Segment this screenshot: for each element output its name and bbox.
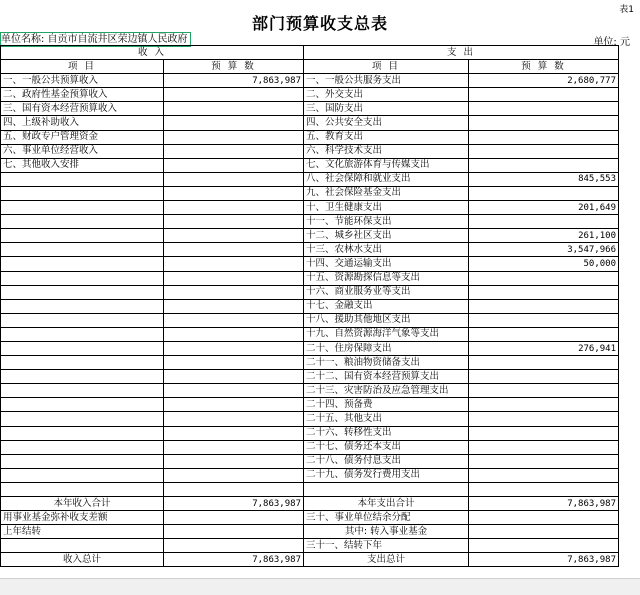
expense-amount-cell[interactable]	[469, 370, 619, 384]
income-amount-cell[interactable]	[164, 426, 304, 440]
income-amount-cell[interactable]	[164, 215, 304, 229]
expense-amount-cell[interactable]	[469, 525, 619, 539]
expense-item-cell[interactable]: 二十四、预备费	[304, 398, 469, 412]
table-row	[1, 88, 619, 102]
table-row	[1, 257, 619, 271]
table-row	[1, 525, 619, 539]
income-item-cell[interactable]	[1, 356, 164, 370]
expense-amount-cell[interactable]	[469, 468, 619, 482]
table-row	[1, 74, 619, 88]
expense-amount-cell[interactable]	[469, 356, 619, 370]
table-row	[1, 426, 619, 440]
income-item-cell[interactable]: 七、其他收入安排	[1, 158, 164, 172]
expense-item-cell[interactable]: 十五、资源勘探信息等支出	[304, 271, 469, 285]
income-amount-cell[interactable]	[164, 158, 304, 172]
table-row	[1, 440, 619, 454]
expense-item-cell[interactable]: 二十一、粮油物资储备支出	[304, 356, 469, 370]
income-item-cell[interactable]	[1, 341, 164, 355]
expense-amount-cell[interactable]	[469, 511, 619, 525]
income-item-cell[interactable]	[1, 172, 164, 186]
income-item-cell[interactable]	[1, 370, 164, 384]
budget-table	[0, 45, 619, 567]
expense-item-cell[interactable]: 六、科学技术支出	[304, 144, 469, 158]
income-item-cell[interactable]: 本年收入合计	[1, 497, 164, 511]
expense-amount-cell[interactable]: 845,553	[469, 172, 619, 186]
table-row	[1, 116, 619, 130]
income-amount-cell[interactable]	[164, 257, 304, 271]
expense-item-cell[interactable]: 十、卫生健康支出	[304, 201, 469, 215]
table-row	[1, 482, 619, 496]
income-item-cell[interactable]	[1, 454, 164, 468]
income-item-cell[interactable]: 五、财政专户管理资金	[1, 130, 164, 144]
expense-amount-cell[interactable]	[469, 426, 619, 440]
table-row	[1, 299, 619, 313]
expense-amount-cell[interactable]: 7,863,987	[469, 553, 619, 567]
expense-item-cell[interactable]: 其中: 转入事业基金	[304, 525, 469, 539]
income-amount-cell[interactable]	[164, 370, 304, 384]
income-amount-cell[interactable]	[164, 356, 304, 370]
expense-item-cell[interactable]: 八、社会保障和就业支出	[304, 172, 469, 186]
expense-item-cell[interactable]: 十八、援助其他地区支出	[304, 313, 469, 327]
expense-item-cell[interactable]	[304, 482, 469, 496]
income-item-cell[interactable]	[1, 539, 164, 553]
expense-item-cell[interactable]: 三、国防支出	[304, 102, 469, 116]
table-row	[1, 130, 619, 144]
expense-item-cell[interactable]: 二十九、债务发行费用支出	[304, 468, 469, 482]
expense-item-cell[interactable]: 九、社会保险基金支出	[304, 186, 469, 200]
expense-amount-cell[interactable]	[469, 144, 619, 158]
expense-item-cell[interactable]: 二十八、债务付息支出	[304, 454, 469, 468]
expense-amount-cell[interactable]	[469, 285, 619, 299]
income-amount-cell[interactable]	[164, 539, 304, 553]
table-row	[1, 341, 619, 355]
expense-amount-cell[interactable]: 261,100	[469, 229, 619, 243]
unit-name-cell[interactable]: 单位名称: 自贡市自流井区荣边镇人民政府	[0, 32, 191, 47]
income-item-cell[interactable]	[1, 327, 164, 341]
expense-amount-cell[interactable]	[469, 412, 619, 426]
income-item-cell[interactable]	[1, 299, 164, 313]
table-row	[1, 398, 619, 412]
expense-section-header: 支 出	[304, 46, 619, 60]
table-row	[1, 511, 619, 525]
income-item-cell[interactable]: 上年结转	[1, 525, 164, 539]
income-amount-cell[interactable]	[164, 454, 304, 468]
expense-item-cell[interactable]: 五、教育支出	[304, 130, 469, 144]
expense-item-cell[interactable]: 本年支出合计	[304, 497, 469, 511]
expense-amount-cell[interactable]: 276,941	[469, 341, 619, 355]
income-item-cell[interactable]	[1, 229, 164, 243]
expense-item-cell[interactable]: 二十五、其他支出	[304, 412, 469, 426]
table-row	[1, 370, 619, 384]
table-row	[1, 468, 619, 482]
income-amount-cell[interactable]	[164, 144, 304, 158]
expense-amount-cell[interactable]	[469, 102, 619, 116]
table-row	[1, 215, 619, 229]
expense-amount-cell[interactable]	[469, 186, 619, 200]
expense-item-cell[interactable]: 二十六、转移性支出	[304, 426, 469, 440]
income-section-header: 收 入	[1, 46, 304, 60]
table-row	[1, 539, 619, 553]
income-amount-cell[interactable]	[164, 482, 304, 496]
table-row	[1, 412, 619, 426]
income-item-cell[interactable]	[1, 215, 164, 229]
income-item-cell[interactable]: 一、一般公共预算收入	[1, 74, 164, 88]
income-amount-cell[interactable]	[164, 229, 304, 243]
expense-amount-cell[interactable]	[469, 215, 619, 229]
table-row	[1, 356, 619, 370]
income-item-cell[interactable]: 二、政府性基金预算收入	[1, 88, 164, 102]
expense-item-cell[interactable]: 七、文化旅游体育与传媒支出	[304, 158, 469, 172]
table-row	[1, 158, 619, 172]
expense-amount-cell[interactable]	[469, 327, 619, 341]
expense-item-cell[interactable]: 二十二、国有资本经营预算支出	[304, 370, 469, 384]
expense-item-cell[interactable]: 三十一、结转下年	[304, 539, 469, 553]
expense-item-cell[interactable]: 十九、自然资源海洋气象等支出	[304, 327, 469, 341]
expense-amount-cell[interactable]	[469, 116, 619, 130]
income-item-cell[interactable]	[1, 412, 164, 426]
expense-amount-cell[interactable]	[469, 299, 619, 313]
table-row	[1, 229, 619, 243]
expense-amount-cell[interactable]	[469, 88, 619, 102]
income-amount-cell[interactable]: 7,863,987	[164, 497, 304, 511]
income-item-cell[interactable]	[1, 243, 164, 257]
expense-item-cell[interactable]: 十七、金融支出	[304, 299, 469, 313]
table-row	[1, 271, 619, 285]
expense-item-cell[interactable]: 十一、节能环保支出	[304, 215, 469, 229]
income-item-cell[interactable]	[1, 398, 164, 412]
income-amount-cell[interactable]	[164, 243, 304, 257]
page-title: 部门预算收支总表	[251, 14, 388, 33]
income-amount-cell[interactable]	[164, 384, 304, 398]
expense-item-header: 项 目	[304, 60, 469, 74]
expense-item-cell[interactable]: 十二、城乡社区支出	[304, 229, 469, 243]
expense-amount-cell[interactable]	[469, 158, 619, 172]
income-amount-cell[interactable]	[164, 327, 304, 341]
table-row	[1, 201, 619, 215]
income-amount-cell[interactable]	[164, 412, 304, 426]
income-amount-cell[interactable]	[164, 186, 304, 200]
income-item-cell[interactable]: 收入总计	[1, 553, 164, 567]
table-row	[1, 313, 619, 327]
income-item-cell[interactable]	[1, 384, 164, 398]
currency-unit: 单位: 元	[593, 37, 630, 48]
income-item-cell[interactable]	[1, 201, 164, 215]
expense-amount-cell[interactable]	[469, 313, 619, 327]
income-amount-cell[interactable]	[164, 116, 304, 130]
income-amount-cell[interactable]: 7,863,987	[164, 74, 304, 88]
table-row	[1, 384, 619, 398]
income-item-cell[interactable]: 用事业基金弥补收支差额	[1, 511, 164, 525]
expense-budget-header: 预 算 数	[469, 60, 619, 74]
table-row	[1, 285, 619, 299]
income-item-cell[interactable]	[1, 313, 164, 327]
income-amount-cell[interactable]	[164, 172, 304, 186]
income-amount-cell[interactable]	[164, 398, 304, 412]
table-row	[1, 454, 619, 468]
income-item-cell[interactable]	[1, 440, 164, 454]
expense-amount-cell[interactable]	[469, 130, 619, 144]
income-amount-cell[interactable]	[164, 88, 304, 102]
income-amount-cell[interactable]	[164, 341, 304, 355]
income-item-header: 项 目	[1, 60, 164, 74]
table-row	[1, 243, 619, 257]
expense-amount-cell[interactable]	[469, 398, 619, 412]
table-row	[1, 172, 619, 186]
expense-item-cell[interactable]: 三十、事业单位结余分配	[304, 511, 469, 525]
expense-amount-cell[interactable]	[469, 440, 619, 454]
table-row	[1, 553, 619, 567]
expense-item-cell[interactable]: 四、公共安全支出	[304, 116, 469, 130]
income-amount-cell[interactable]	[164, 313, 304, 327]
sheet-bottom-bar	[0, 578, 640, 595]
expense-item-cell[interactable]: 支出总计	[304, 553, 469, 567]
expense-item-cell[interactable]: 二十三、灾害防治及应急管理支出	[304, 384, 469, 398]
income-item-cell[interactable]	[1, 271, 164, 285]
expense-item-cell[interactable]: 十四、交通运输支出	[304, 257, 469, 271]
expense-item-cell[interactable]: 二、外交支出	[304, 88, 469, 102]
expense-amount-cell[interactable]: 50,000	[469, 257, 619, 271]
section-header-row	[1, 46, 619, 60]
income-item-cell[interactable]	[1, 426, 164, 440]
expense-amount-cell[interactable]	[469, 482, 619, 496]
income-item-cell[interactable]: 三、国有资本经营预算收入	[1, 102, 164, 116]
income-item-cell[interactable]: 四、上级补助收入	[1, 116, 164, 130]
expense-amount-cell[interactable]	[469, 384, 619, 398]
income-amount-cell[interactable]	[164, 130, 304, 144]
expense-amount-cell[interactable]: 3,547,966	[469, 243, 619, 257]
expense-item-cell[interactable]: 一、一般公共服务支出	[304, 74, 469, 88]
table-row	[1, 102, 619, 116]
table-row	[1, 144, 619, 158]
income-amount-cell[interactable]: 7,863,987	[164, 553, 304, 567]
income-amount-cell[interactable]	[164, 285, 304, 299]
income-item-cell[interactable]	[1, 186, 164, 200]
table-number-label: 表1	[619, 5, 634, 15]
income-item-cell[interactable]	[1, 482, 164, 496]
income-item-cell[interactable]	[1, 285, 164, 299]
income-amount-cell[interactable]	[164, 468, 304, 482]
income-item-cell[interactable]	[1, 257, 164, 271]
expense-amount-cell[interactable]	[469, 271, 619, 285]
table-row	[1, 497, 619, 511]
income-amount-cell[interactable]	[164, 102, 304, 116]
income-amount-cell[interactable]	[164, 525, 304, 539]
table-row	[1, 186, 619, 200]
income-amount-cell[interactable]	[164, 271, 304, 285]
expense-item-cell[interactable]: 二十七、债务还本支出	[304, 440, 469, 454]
income-amount-cell[interactable]	[164, 299, 304, 313]
expense-amount-cell[interactable]: 7,863,987	[469, 497, 619, 511]
income-amount-cell[interactable]	[164, 440, 304, 454]
expense-amount-cell[interactable]: 2,680,777	[469, 74, 619, 88]
income-item-cell[interactable]	[1, 468, 164, 482]
table-row	[1, 327, 619, 341]
income-budget-header: 预 算 数	[164, 60, 304, 74]
expense-item-cell[interactable]: 十三、农林水支出	[304, 243, 469, 257]
expense-amount-cell[interactable]: 201,649	[469, 201, 619, 215]
expense-amount-cell[interactable]	[469, 454, 619, 468]
expense-amount-cell[interactable]	[469, 539, 619, 553]
column-header-row	[1, 60, 619, 74]
income-amount-cell[interactable]	[164, 511, 304, 525]
income-amount-cell[interactable]	[164, 201, 304, 215]
expense-item-cell[interactable]: 十六、商业服务业等支出	[304, 285, 469, 299]
expense-item-cell[interactable]: 二十、住房保障支出	[304, 341, 469, 355]
income-item-cell[interactable]: 六、事业单位经营收入	[1, 144, 164, 158]
